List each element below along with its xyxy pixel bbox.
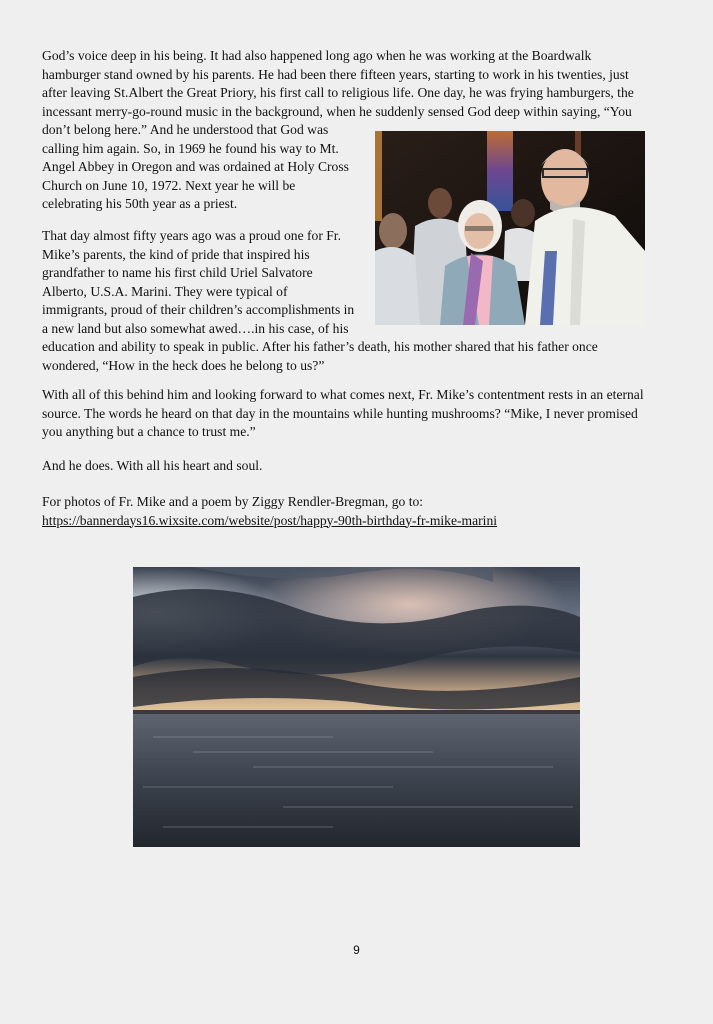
text-line: Angel Abbey in Oregon and was ordained at Holy Cross	[42, 159, 349, 174]
text-line: incessant merry-go-round music in the background, when he suddenly sensed God deep within saying, “You	[42, 103, 632, 119]
text-line: Alberto, U.S.A. Marini. They were typical of	[42, 283, 288, 299]
text-line: grandfather to name his first child Uriel Salvatore	[42, 265, 313, 280]
text-line: For photos of Fr. Mike and a poem by Ziggy Rendler-Bregman, go to:	[42, 494, 424, 509]
text-line: calling him again. So, in 1969 he found his way to Mt.	[42, 140, 339, 156]
paragraph-5	[42, 493, 497, 530]
photo-ocean-sunset	[133, 567, 580, 847]
text-line: don’t belong here.” And he understood that God was	[42, 122, 329, 137]
text-line: immigrants, proud of their children’s accomplishments in	[42, 302, 355, 317]
text-line: God’s voice deep in his being. It had also happened long ago when he was working at the Boardwalk	[42, 48, 592, 63]
text-line: a new land but also somewhat awed….in his case, of his	[42, 320, 349, 336]
photo-ocean-sunset-illustration	[133, 567, 580, 847]
text-line: Church on June 10, 1972. Next year he will be	[42, 177, 296, 193]
text-line: Mike’s parents, the kind of pride that inspired his	[42, 246, 310, 262]
paragraph-4	[42, 457, 262, 476]
text-line: That day almost fifty years ago was a proud one for Fr.	[42, 228, 341, 243]
text-line: source. The words he heard on that day in the mountains while hunting mushrooms? “Mike, I never promised	[42, 405, 638, 421]
text-line: And he does. With all his heart and soul.	[42, 458, 263, 473]
text-line: With all of this behind him and looking forward to what comes next, Fr. Mike’s contentment rests in an eternal	[42, 387, 644, 402]
text-line: wondered, “How in the heck does he belong to us?”	[42, 357, 325, 373]
paragraph-3	[42, 386, 644, 442]
text-line: hamburger stand owned by his parents. He had been there fifteen years, starting to work in his twenties, just	[42, 66, 629, 82]
text-line: after leaving St.Albert the Great Priory, his first call to religious life. One day, he was frying hamburgers, the	[42, 85, 634, 100]
text-line: education and ability to speak in public. After his father’s death, his mother shared that his father once	[42, 339, 598, 354]
paragraph-2	[42, 227, 598, 375]
photos-link[interactable]: https://bannerdays16.wixsite.com/website/post/happy-90th-birthday-fr-mike-marini	[42, 512, 498, 528]
text-line: you anything but a chance to trust me.”	[42, 424, 256, 439]
text-line: celebrating his 50th year as a priest.	[42, 196, 238, 211]
page-number: 9	[353, 943, 360, 957]
